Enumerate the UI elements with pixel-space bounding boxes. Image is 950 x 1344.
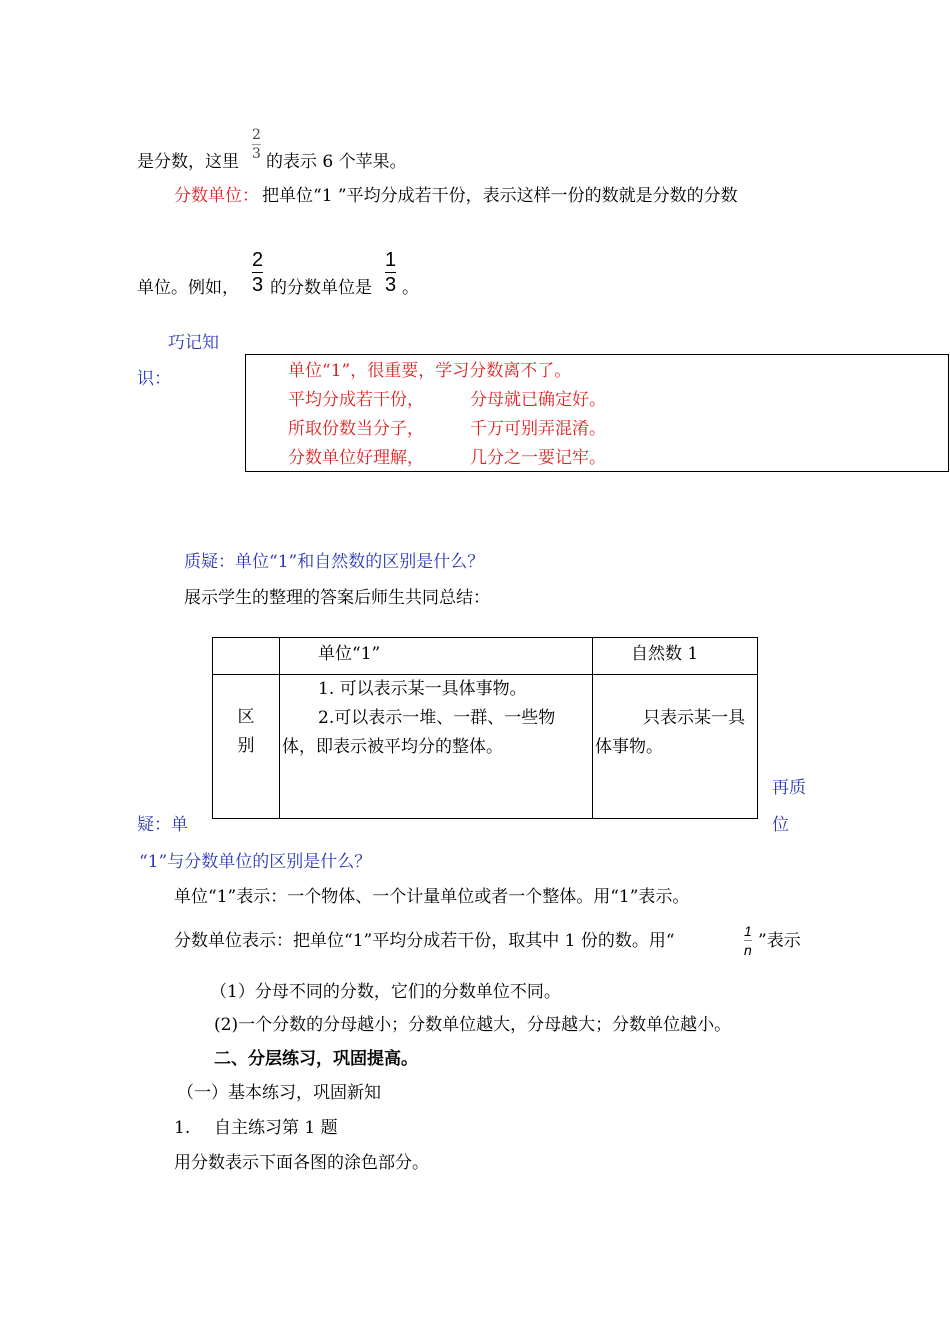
table-cell xyxy=(213,675,280,819)
section-heading: 二、分层练习，巩固提高。 xyxy=(214,1049,418,1069)
comparison-table xyxy=(212,637,758,819)
denominator: 3 xyxy=(385,274,397,296)
unit-one-text: 单位“1”表示：一个物体、一个计量单位或者一个整体。用“1”表示。 xyxy=(174,887,690,907)
question-heading: 质疑：单位“1”和自然数的区别是什么？ xyxy=(184,552,485,572)
cell-text: 体事物。 xyxy=(595,737,663,757)
table-row xyxy=(213,638,758,675)
fraction-bar xyxy=(252,272,263,273)
question-fragment: 疑：单 xyxy=(137,815,188,835)
memory-line: 平均分成若干份， xyxy=(288,390,424,410)
memory-label: 识： xyxy=(137,369,171,389)
fraction xyxy=(252,128,261,161)
cell-text: 2.可以表示一堆、一群、一些物 xyxy=(318,708,556,728)
fraction-bar xyxy=(385,272,396,273)
cell-text: 1. 可以表示某一具体事物。 xyxy=(318,679,527,699)
exercise-number: 1. xyxy=(174,1118,191,1138)
header-natural-number: 自然数 1 xyxy=(631,644,699,664)
table-cell xyxy=(213,638,280,675)
memory-line: 几分之一要记牢。 xyxy=(470,448,606,468)
numerator: 1 xyxy=(385,249,397,271)
example-text: 的分数单位是 xyxy=(270,278,372,298)
memory-label: 巧记知 xyxy=(168,333,219,353)
summary-intro: 展示学生的整理的答案后师生共同总结： xyxy=(184,588,490,608)
example-text: 。 xyxy=(402,278,419,298)
row-label: 别 xyxy=(237,736,255,756)
table-row xyxy=(213,675,758,819)
instruction-text: 用分数表示下面各图的涂色部分。 xyxy=(174,1153,429,1173)
point-item: （1）分母不同的分数，它们的分数单位不同。 xyxy=(210,982,561,1002)
fraction-bar xyxy=(252,144,261,145)
memory-line: 所取份数当分子， xyxy=(288,419,424,439)
memory-line: 单位“1”，很重要，学习分数离不了。 xyxy=(288,361,572,381)
numerator: 1 xyxy=(744,923,752,939)
denominator: 3 xyxy=(252,274,264,296)
header-unit-one: 单位“1” xyxy=(318,644,381,664)
memory-line: 千万可别弄混淆。 xyxy=(470,419,606,439)
question-fragment: 位 xyxy=(772,815,789,835)
denominator: 3 xyxy=(252,146,261,162)
term-fraction-unit: 分数单位： xyxy=(174,186,259,206)
memory-box xyxy=(245,354,949,472)
fraction-bar xyxy=(744,940,752,941)
fraction xyxy=(744,924,752,957)
memory-line: 分数单位好理解， xyxy=(288,448,424,468)
text-line: 的表示 6 个苹果。 xyxy=(266,152,407,172)
denominator: n xyxy=(744,942,752,958)
numerator: 2 xyxy=(252,127,261,143)
table-cell xyxy=(280,675,593,819)
fraction-unit-text: ”表示 xyxy=(758,931,801,951)
table-cell xyxy=(280,638,593,675)
numerator: 2 xyxy=(252,249,264,271)
subsection-heading: （一）基本练习，巩固新知 xyxy=(177,1083,381,1103)
exercise-title: 自主练习第 1 题 xyxy=(214,1118,338,1138)
definition-text: 把单位“1 ”平均分成若干份，表示这样一份的数就是分数的分数 xyxy=(262,186,738,206)
fraction xyxy=(385,250,396,295)
example-text: 单位。例如， xyxy=(137,278,239,298)
fraction-unit-text: 分数单位表示：把单位“1”平均分成若干份，取其中 1 份的数。用“ xyxy=(174,931,675,951)
question-heading: “1”与分数单位的区别是什么？ xyxy=(139,852,372,872)
cell-text: 体，即表示被平均分的整体。 xyxy=(282,737,503,757)
cell-text: 只表示某一具 xyxy=(643,708,745,728)
text-line: 是分数，这里 xyxy=(137,152,239,172)
fraction xyxy=(252,250,263,295)
table-cell xyxy=(593,675,758,819)
memory-line: 分母就已确定好。 xyxy=(470,390,606,410)
row-label: 区 xyxy=(237,707,255,727)
point-item: (2)一个分数的分母越小；分数单位越大，分母越大；分数单位越小。 xyxy=(214,1015,732,1035)
question-fragment: 再质 xyxy=(772,778,806,798)
table-cell xyxy=(593,638,758,675)
